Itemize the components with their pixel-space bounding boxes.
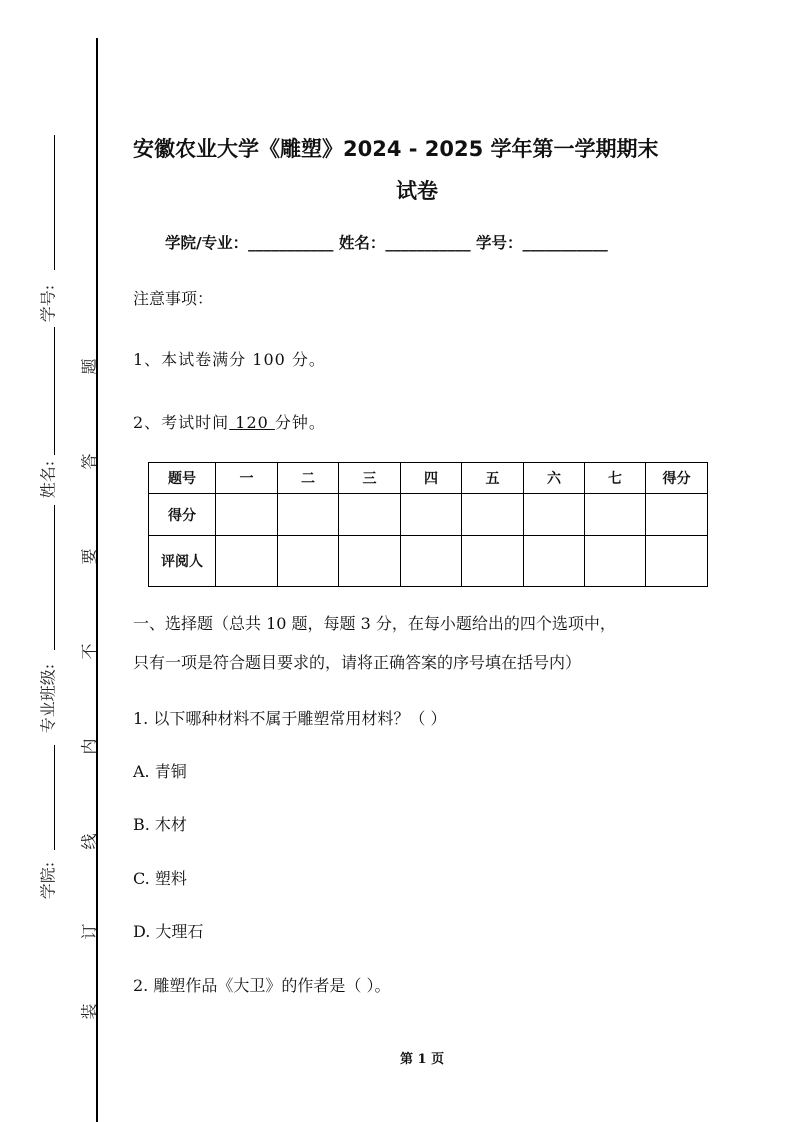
- table-row: [149, 536, 708, 587]
- table-header: 得分: [646, 463, 708, 494]
- score-cell[interactable]: [401, 494, 462, 536]
- score-cell[interactable]: [216, 494, 278, 536]
- option-b: B. 木材: [133, 815, 187, 834]
- score-cell[interactable]: [524, 494, 585, 536]
- seal-char: 要: [79, 548, 99, 565]
- exam-title-line2: 试卷: [396, 179, 438, 203]
- table-row: [149, 494, 708, 536]
- grader-cell[interactable]: [401, 536, 462, 587]
- seal-char: 不: [79, 643, 99, 660]
- name-label: 姓名：: [338, 234, 386, 252]
- exam-title: 安徽农业大学《雕塑》2024 - 2025 学年第一学期期末: [133, 137, 659, 161]
- seal-char: 答: [79, 453, 99, 470]
- option-d: D. 大理石: [133, 922, 204, 941]
- margin-blank-line: [54, 327, 55, 455]
- note-1: 1、本试卷满分 100 分。: [133, 350, 326, 369]
- grader-cell[interactable]: [216, 536, 278, 587]
- question-2: 2. 雕塑作品《大卫》的作者是（ ）。: [133, 976, 391, 995]
- margin-blank-line: [54, 745, 55, 850]
- margin-field-id: 学号:: [38, 284, 58, 323]
- note-2: [133, 410, 326, 433]
- table-header: 三: [339, 463, 401, 494]
- note-2-text-end: 分钟。: [274, 413, 326, 432]
- section-1-intro: 一、选择题（总共 10 题，每题 3 分，在每小题给出的四个选项中，: [133, 614, 616, 633]
- score-table: [148, 462, 708, 587]
- id-label: 学号：: [476, 234, 523, 252]
- seal-char: 装: [79, 1003, 99, 1020]
- grader-cell[interactable]: [339, 536, 401, 587]
- student-info: [165, 231, 608, 253]
- score-cell[interactable]: [339, 494, 401, 536]
- note-2-text: 2、考试时间: [133, 413, 230, 432]
- name-blank[interactable]: ___________: [385, 234, 471, 252]
- grader-cell[interactable]: [524, 536, 585, 587]
- score-cell[interactable]: [462, 494, 524, 536]
- score-cell[interactable]: [585, 494, 646, 536]
- grader-cell[interactable]: [585, 536, 646, 587]
- section-1-intro-2: 只有一项是符合题目要求的，请将正确答案的序号填在括号内）: [133, 653, 582, 672]
- question-1: 1. 以下哪种材料不属于雕塑常用材料？（ ）: [133, 709, 447, 728]
- grader-cell[interactable]: [278, 536, 339, 587]
- seal-char: 内: [79, 738, 99, 755]
- grader-cell[interactable]: [646, 536, 708, 587]
- margin-field-major: 专业班级:: [38, 663, 58, 734]
- table-header: 七: [585, 463, 646, 494]
- table-header: 题号: [149, 463, 216, 494]
- option-a: A. 青铜: [133, 762, 187, 781]
- seal-char: 订: [79, 923, 99, 940]
- seal-char: 题: [79, 358, 99, 375]
- college-blank[interactable]: ___________: [248, 234, 334, 252]
- grader-cell[interactable]: [462, 536, 524, 587]
- score-cell[interactable]: [278, 494, 339, 536]
- exam-duration: 120: [229, 413, 275, 432]
- id-blank[interactable]: ___________: [522, 234, 608, 252]
- row-label: 评阅人: [149, 536, 216, 587]
- margin-blank-line: [54, 135, 55, 270]
- notes-heading: 注意事项：: [133, 289, 214, 308]
- margin-field-college: 学院:: [38, 861, 58, 900]
- row-label: 得分: [149, 494, 216, 536]
- table-header: 六: [524, 463, 585, 494]
- option-c: C. 塑料: [133, 869, 187, 888]
- table-header: 一: [216, 463, 278, 494]
- table-header: 二: [278, 463, 339, 494]
- margin-blank-line: [54, 505, 55, 650]
- college-label: 学院/专业：: [165, 234, 249, 252]
- binding-line: [96, 38, 98, 1122]
- table-header: 四: [401, 463, 462, 494]
- seal-char: 线: [79, 833, 99, 850]
- table-header: 五: [462, 463, 524, 494]
- score-cell[interactable]: [646, 494, 708, 536]
- page-number: 第 1 页: [400, 1052, 445, 1067]
- margin-field-name: 姓名:: [38, 460, 58, 499]
